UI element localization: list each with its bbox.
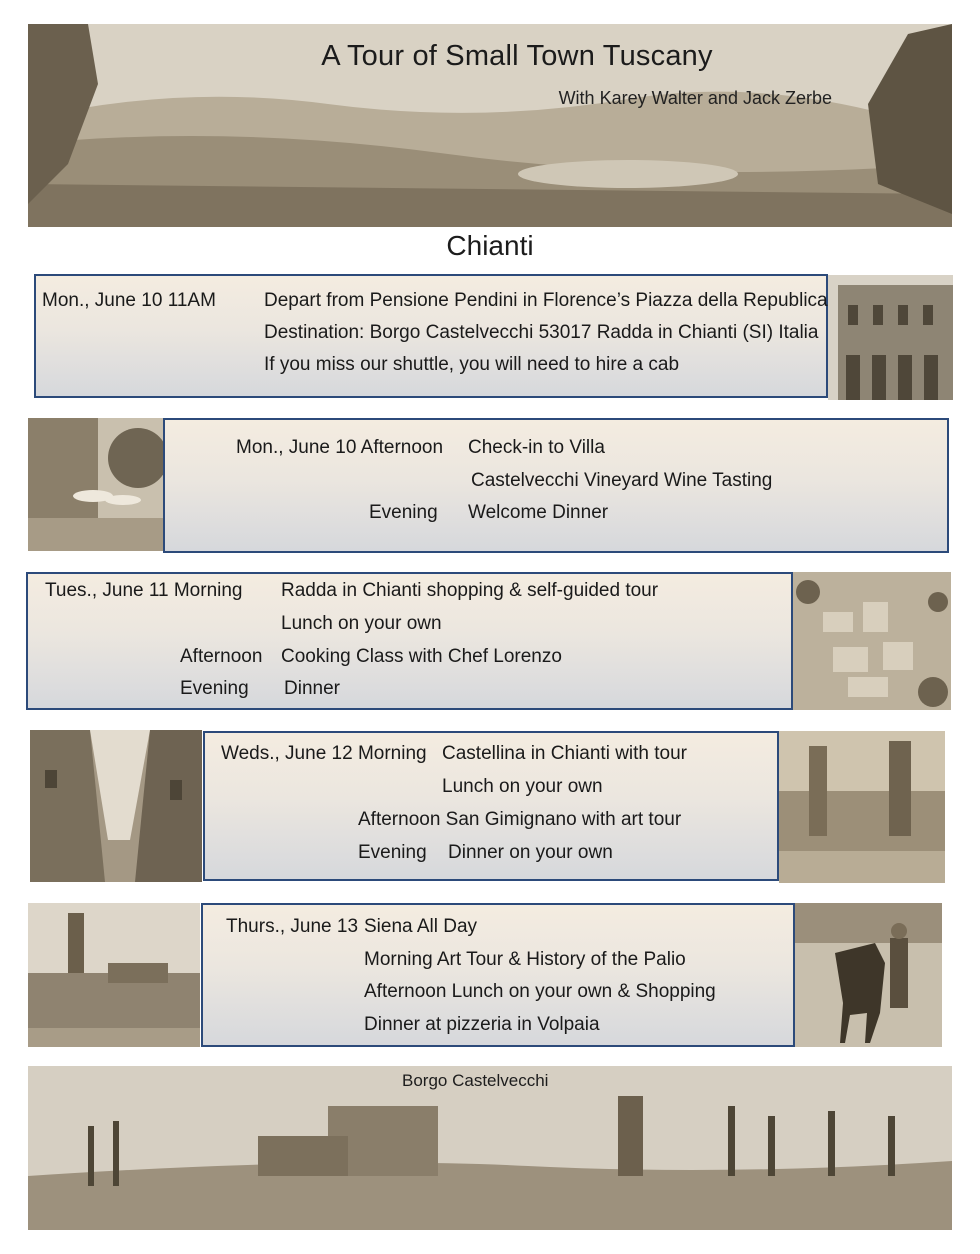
radda-cafe-photo (28, 418, 163, 551)
day3-evening-label: Evening (180, 678, 249, 699)
itinerary-box-day4 (203, 731, 779, 881)
day3-afternoon-activity: Cooking Class with Chef Lorenzo (281, 646, 562, 667)
day1-line: If you miss our shuttle, you will need to hire a cab (264, 354, 680, 375)
palio-horse-photo (795, 903, 942, 1047)
florence-piazza-photo (828, 275, 953, 400)
day5-date: Thurs., June 13 (226, 916, 359, 937)
day5-line: Dinner at pizzeria in Volpaia (364, 1014, 600, 1035)
itinerary-box-day5 (201, 903, 795, 1047)
day5-line: Afternoon Lunch on your own & Shopping (364, 981, 716, 1002)
itinerary-box-day3 (26, 572, 793, 710)
day3-afternoon-label: Afternoon (180, 646, 263, 667)
day1-line: Destination: Borgo Castelvecchi 53017 Radda in Chianti (SI) Italia (264, 322, 819, 343)
day1-date: Mon., June 10 11AM (42, 290, 216, 311)
page-subtitle: With Karey Walter and Jack Zerbe (558, 88, 832, 108)
san-gimignano-photo (779, 731, 945, 883)
day4-afternoon: Afternoon San Gimignano with art tour (358, 809, 682, 830)
day2-date: Mon., June 10 Afternoon (236, 437, 444, 458)
day3-activity: Lunch on your own (281, 613, 442, 634)
day1-line: Depart from Pensione Pendini in Florence’s Piazza della Republica (264, 290, 828, 311)
borgo-castelvecchi-photo (28, 1066, 952, 1230)
day5-line: Siena All Day (364, 916, 478, 937)
day3-date: Tues., June 11 Morning (45, 580, 243, 601)
day2-activity: Check-in to Villa (468, 437, 605, 458)
page-title: A Tour of Small Town Tuscany (321, 40, 713, 72)
day2-evening-activity: Welcome Dinner (468, 502, 609, 523)
itinerary-box-day1 (34, 274, 828, 398)
day4-evening-activity: Dinner on your own (448, 842, 613, 863)
day3-evening-activity: Dinner (284, 678, 340, 699)
day4-activity: Castellina in Chianti with tour (442, 743, 688, 764)
day2-evening-label: Evening (369, 502, 438, 523)
section-title: Chianti (446, 230, 534, 261)
day4-activity: Lunch on your own (442, 776, 603, 797)
radda-aerial-photo (793, 572, 951, 710)
castellina-street-photo (30, 730, 202, 882)
itinerary-box-day2 (163, 418, 949, 553)
day5-line: Morning Art Tour & History of the Palio (364, 949, 686, 970)
siena-tower-photo (28, 903, 200, 1047)
day4-evening-label: Evening (358, 842, 427, 863)
banner-landscape-photo (28, 24, 952, 227)
day4-date: Weds., June 12 Morning (221, 743, 427, 764)
day2-activity: Castelvecchi Vineyard Wine Tasting (471, 470, 773, 491)
day3-activity: Radda in Chianti shopping & self-guided tour (281, 580, 659, 601)
footer-caption: Borgo Castelvecchi (402, 1071, 549, 1090)
